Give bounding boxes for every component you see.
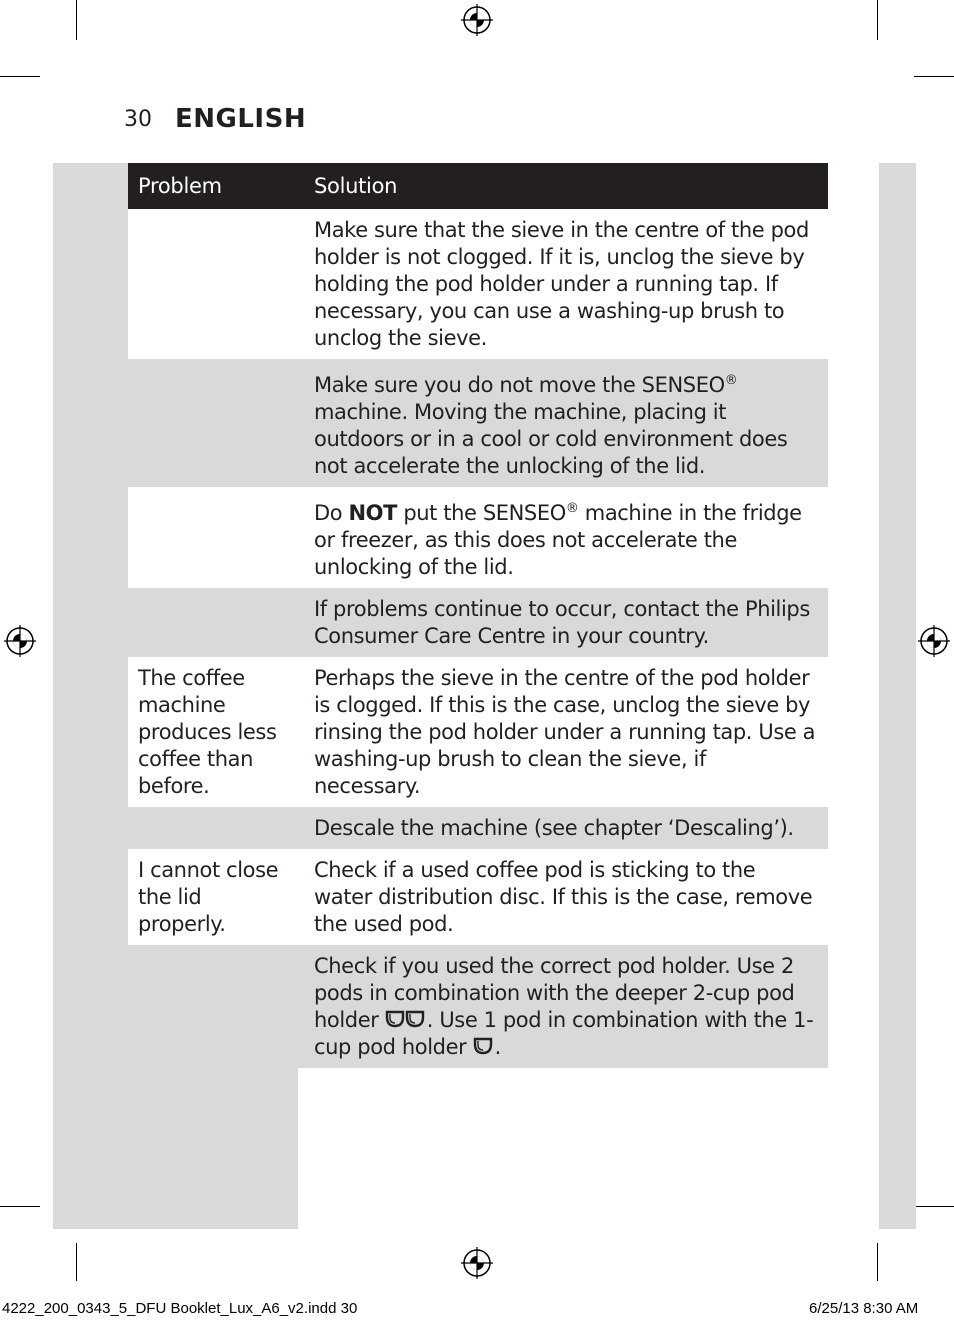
solution-text: . — [494, 1035, 501, 1059]
table-row — [128, 657, 828, 807]
solution-column-header: Solution — [304, 163, 828, 209]
crop-mark — [76, 1243, 77, 1281]
solution-text: Check if you used the correct pod holder. Use 2 pods in combination with the deeper 2-cup pod holder — [314, 954, 795, 1032]
two-cup-pod-holder-icon — [385, 1009, 427, 1029]
crop-mark — [877, 0, 878, 40]
solution-text: machine. Moving the machine, placing it outdoors or in a cool or cold environment does not accelerate the unlocking of the lid. — [314, 400, 788, 478]
page-number: 30 — [124, 107, 152, 132]
table-row — [128, 849, 828, 945]
solution-text: Do — [314, 501, 349, 525]
solution-cell — [304, 945, 828, 1068]
problem-cell — [128, 209, 304, 359]
problem-cell — [128, 487, 304, 588]
table-row — [128, 945, 828, 1068]
problem-cell — [128, 588, 304, 657]
crop-mark — [914, 1206, 954, 1207]
registered-mark: ® — [565, 501, 579, 516]
registration-mark-icon — [4, 625, 36, 657]
page-language-heading: ENGLISH — [175, 104, 307, 134]
one-cup-pod-holder-icon — [473, 1036, 495, 1056]
registration-mark-icon — [461, 1247, 493, 1279]
table-row — [128, 588, 828, 657]
table-header-row — [128, 163, 828, 209]
solution-bold-text: NOT — [348, 501, 398, 525]
table-row — [128, 359, 828, 487]
problem-cell — [128, 359, 304, 487]
solution-text: machine in the fridge or freezer, as this does not accelerate the unlocking of the lid. — [314, 501, 802, 579]
crop-mark — [0, 76, 40, 77]
table-row — [128, 487, 828, 588]
registration-mark-icon — [918, 625, 950, 657]
solution-cell: Perhaps the sieve in the centre of the pod holder is clogged. If this is the case, unclog the sieve by rinsing the pod holder under a running tap. Use a washing-up brush to clean the sieve, if necessary. — [304, 657, 828, 807]
solution-text: Make sure you do not move the SENSEO — [314, 373, 725, 397]
solution-cell: Make sure that the sieve in the centre of the pod holder is not clogged. If it is, unclog the sieve by holding the pod holder under a running tap. If necessary, you can use a washing-up brush to unclog the sieve. — [304, 209, 828, 359]
table-row — [128, 209, 828, 359]
problem-cell: The coffee machine produces less coffee than before. — [128, 657, 304, 807]
problem-cell: I cannot close the lid properly. — [128, 849, 304, 945]
solution-cell — [304, 487, 828, 588]
registered-mark: ® — [724, 373, 738, 388]
solution-text: put the SENSEO — [397, 501, 566, 525]
problem-cell — [128, 807, 304, 849]
crop-mark — [877, 1243, 878, 1281]
solution-cell: If problems continue to occur, contact the Philips Consumer Care Centre in your country. — [304, 588, 828, 657]
solution-cell: Check if a used coffee pod is sticking to the water distribution disc. If this is the case, remove the used pod. — [304, 849, 828, 945]
table-row — [128, 807, 828, 849]
crop-mark — [0, 1206, 40, 1207]
crop-mark — [914, 76, 954, 77]
solution-cell — [304, 359, 828, 487]
problem-column-header: Problem — [128, 163, 304, 209]
footer-datetime: 6/25/13 8:30 AM — [809, 1300, 919, 1317]
solution-text: . Use 1 pod in combination with the 1-cup pod holder — [314, 1008, 814, 1059]
crop-mark — [76, 0, 77, 40]
right-gray-band — [879, 163, 916, 1229]
registration-mark-icon — [461, 4, 493, 36]
problem-cell — [128, 945, 304, 1068]
solution-cell: Descale the machine (see chapter ‘Descaling’). — [304, 807, 828, 849]
footer-file-name: 4222_200_0343_5_DFU Booklet_Lux_A6_v2.indd 30 — [2, 1300, 358, 1317]
troubleshooting-table — [128, 163, 828, 1068]
